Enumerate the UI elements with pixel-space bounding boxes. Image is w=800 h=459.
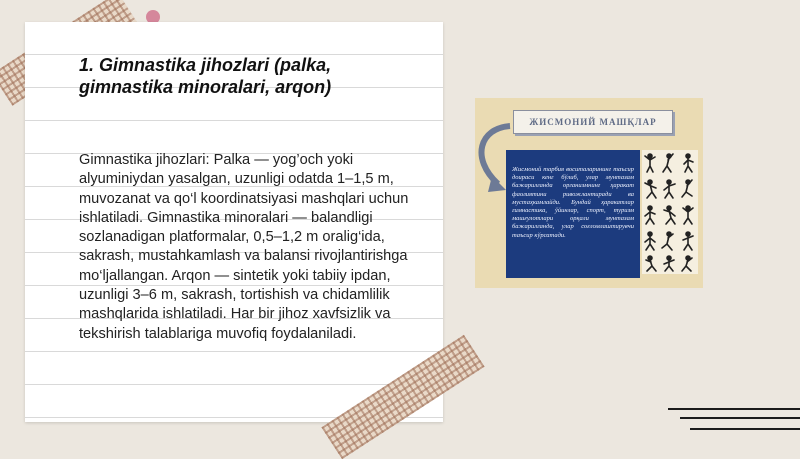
illustration-header: ЖИСМОНИЙ МАШҚЛАР — [513, 110, 673, 134]
decorative-line — [690, 428, 800, 430]
gymnast-figures-grid — [642, 150, 698, 274]
slide-body-text: Gimnastika jihozlari: Palka — yog’och yoki alyuminiydan yasalgan, uzunligi odatda 1–1,5 m, muvozanat va qo‘l koordinatsiyasi mashqlari uchun ishlatiladi. Gimnastika minoralari — balandligi sozlanadigan platformalar, 0,5–1,2 m oralig‘ida, sakrash, mustahkamlash va balansi rivojlantirishga mo‘ljallangan. Arqon — sintetik yoki tabiiy ipdan, uzunligi 3–6 m, sakrash, tortishish va chidamlilik mashqlarida ishlatiladi. Har bir jihoz xavfsizlik va tekshirish talablariga muvofiq foydalaniladi. — [79, 152, 409, 342]
slide-title: 1. Gimnastika jihozlari (palka, gimnastika minoralari, arqon) — [79, 55, 332, 97]
illustration-text-panel: Жисмоний тарбия воситаларининг таъсир доираси кенг бўлиб, улар мунтазам бажарилганда организмнинг ҳаракат фаолиятини ривожлантиради ва мустаҳкамлайди. Бундай ҳаракатлар гимнастика, ўйинлар, спорт, туризм машғулотлари орқали мунтазам бажарилганда, улар соғломлаштирувчи таъсир кўрсатади. — [506, 150, 640, 278]
decorative-line — [680, 417, 800, 419]
decorative-line — [668, 408, 800, 410]
